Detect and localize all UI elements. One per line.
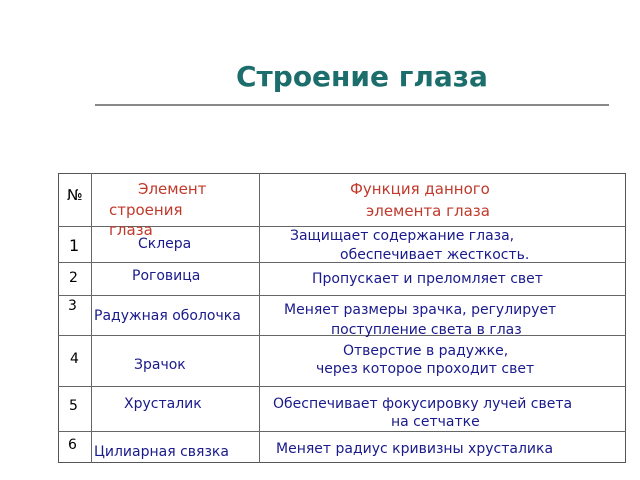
title-underline bbox=[95, 104, 609, 106]
row-number: 6 bbox=[68, 437, 77, 453]
header-element-line3: глаза bbox=[109, 221, 153, 239]
header-element-line2: строения bbox=[109, 201, 183, 219]
row-function-line2: через которое проходит свет bbox=[316, 361, 535, 377]
row-function-line1: Меняет размеры зрачка, регулирует bbox=[284, 302, 557, 318]
row-function-line2: на сетчатке bbox=[391, 414, 480, 430]
row-function-line1: Меняет радиус кривизны хрусталика bbox=[276, 441, 554, 457]
row-element: Зрачок bbox=[134, 357, 186, 373]
row-number: 1 bbox=[69, 236, 80, 255]
row-function-line1: Отверстие в радужке, bbox=[343, 343, 509, 359]
row-divider bbox=[58, 431, 626, 432]
row-element: Цилиарная связка bbox=[94, 444, 229, 460]
row-number: 4 bbox=[70, 351, 79, 367]
header-function-line2: элемента глаза bbox=[366, 202, 490, 220]
row-divider bbox=[58, 295, 626, 296]
header-function-line1: Функция данного bbox=[350, 180, 490, 198]
column-divider-number bbox=[91, 173, 92, 463]
row-function-line2: обеспечивает жесткость. bbox=[340, 247, 530, 263]
column-divider-element bbox=[259, 173, 260, 463]
header-element-line1: Элемент bbox=[138, 180, 207, 198]
row-element: Хрусталик bbox=[124, 396, 202, 412]
row-number: 5 bbox=[69, 398, 78, 414]
row-function-line1: Обеспечивает фокусировку лучей света bbox=[273, 396, 573, 412]
row-function-line2: поступление света в глаз bbox=[331, 322, 522, 338]
row-element: Радужная оболочка bbox=[94, 308, 241, 324]
row-element: Склера bbox=[138, 236, 192, 252]
row-function-line1: Пропускает и преломляет свет bbox=[312, 271, 543, 287]
row-element: Роговица bbox=[132, 268, 201, 284]
row-function-line1: Защищает содержание глаза, bbox=[290, 228, 515, 244]
row-number: 2 bbox=[69, 270, 78, 286]
row-divider bbox=[58, 386, 626, 387]
page-title: Строение глаза bbox=[236, 60, 488, 93]
header-number: № bbox=[67, 186, 83, 204]
row-number: 3 bbox=[68, 298, 77, 314]
